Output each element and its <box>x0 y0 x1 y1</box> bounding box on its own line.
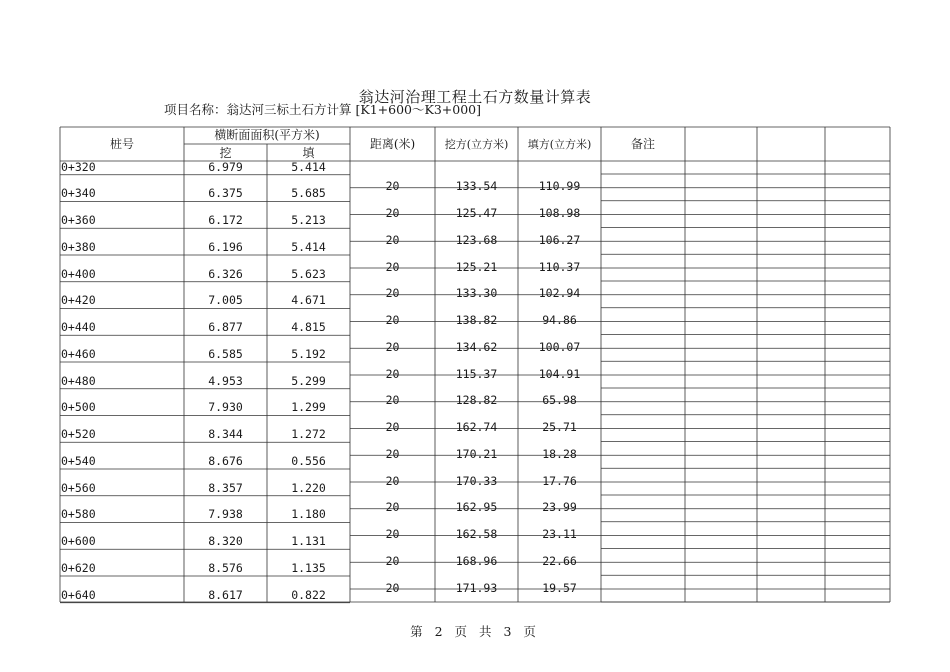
area-fill-value: 5.623 <box>291 266 326 281</box>
distance-value: 20 <box>385 179 400 194</box>
fill-volume-value: 23.99 <box>542 500 577 515</box>
distance-value: 20 <box>385 473 400 488</box>
area-fill-value: 5.213 <box>291 213 326 227</box>
fill-volume-value: 106.27 <box>538 232 581 247</box>
fill-volume-value: 17.76 <box>542 473 577 488</box>
area-cut-value: 6.196 <box>208 239 243 254</box>
area-cut-value: 4.953 <box>208 373 243 388</box>
distance-value: 20 <box>385 259 400 274</box>
fill-volume-value: 23.11 <box>542 527 577 542</box>
header-fill-volume: 填方(立方米) <box>527 138 592 151</box>
distance-value: 20 <box>385 366 400 381</box>
area-fill-value: 5.414 <box>291 239 326 254</box>
area-fill-value: 1.220 <box>291 480 326 495</box>
cut-volume-value: 123.68 <box>455 232 498 247</box>
station-value: 0+640 <box>61 587 96 602</box>
cut-volume-value: 162.95 <box>455 500 498 515</box>
station-value: 0+580 <box>61 507 96 522</box>
area-cut-value: 7.938 <box>208 507 243 522</box>
distance-value: 20 <box>385 232 400 247</box>
area-fill-value: 1.131 <box>291 534 326 548</box>
station-value: 0+500 <box>61 400 96 415</box>
area-cut-value: 6.979 <box>208 159 243 174</box>
area-fill-value: 0.822 <box>291 587 326 602</box>
area-cut-value: 8.320 <box>208 534 243 548</box>
cut-volume-value: 170.33 <box>455 473 498 488</box>
cut-volume-value: 162.58 <box>455 527 498 542</box>
fill-volume-value: 108.98 <box>538 206 581 221</box>
station-value: 0+400 <box>61 266 96 281</box>
cut-volume-value: 125.47 <box>455 206 498 221</box>
area-fill-value: 1.135 <box>291 560 326 575</box>
station-value: 0+380 <box>61 239 96 254</box>
station-value: 0+360 <box>61 213 96 227</box>
distance-value: 20 <box>385 446 400 461</box>
area-fill-value: 4.815 <box>291 320 326 334</box>
area-cut-value: 6.375 <box>208 186 243 201</box>
area-cut-value: 6.172 <box>208 213 243 227</box>
distance-value: 20 <box>385 500 400 515</box>
distance-value: 20 <box>385 313 400 328</box>
area-fill-value: 1.180 <box>291 507 326 522</box>
fill-volume-value: 22.66 <box>542 553 577 568</box>
area-fill-value: 0.556 <box>291 453 326 468</box>
area-cut-value: 7.930 <box>208 400 243 415</box>
station-value: 0+440 <box>61 320 96 334</box>
distance-value: 20 <box>385 206 400 221</box>
cut-volume-value: 170.21 <box>455 446 498 461</box>
station-value: 0+620 <box>61 560 96 575</box>
cut-volume-value: 128.82 <box>455 393 498 408</box>
station-value: 0+460 <box>61 346 96 361</box>
station-value: 0+560 <box>61 480 96 495</box>
header-distance: 距离(米) <box>369 137 416 151</box>
area-fill-value: 4.671 <box>291 293 326 308</box>
cut-volume-value: 133.54 <box>455 179 498 194</box>
fill-volume-value: 104.91 <box>538 366 581 381</box>
station-value: 0+600 <box>61 534 96 548</box>
fill-volume-value: 18.28 <box>542 446 577 461</box>
fill-volume-value: 110.37 <box>538 259 581 274</box>
distance-value: 20 <box>385 553 400 568</box>
fill-volume-value: 102.94 <box>538 286 581 301</box>
station-value: 0+520 <box>61 427 96 441</box>
area-cut-value: 7.005 <box>208 293 243 308</box>
project-name: 项目名称：翁达河三标土石方计算 [K1+600～K3+000] <box>164 102 481 117</box>
fill-volume-value: 110.99 <box>538 179 581 194</box>
cut-volume-value: 134.62 <box>455 339 498 354</box>
area-cut-value: 8.576 <box>208 560 243 575</box>
area-fill-value: 1.272 <box>291 427 326 441</box>
area-cut-value: 8.344 <box>208 427 243 441</box>
cut-volume-value: 133.30 <box>455 286 498 301</box>
area-cut-value: 6.326 <box>208 266 243 281</box>
area-fill-value: 5.192 <box>291 346 326 361</box>
cut-volume-value: 138.82 <box>455 313 498 328</box>
area-cut-value: 6.877 <box>208 320 243 334</box>
area-fill-value: 5.685 <box>291 186 326 201</box>
fill-volume-value: 25.71 <box>542 420 577 435</box>
area-cut-value: 8.357 <box>208 480 243 495</box>
fill-volume-value: 100.07 <box>538 339 581 354</box>
distance-value: 20 <box>385 339 400 354</box>
area-fill-value: 1.299 <box>291 400 326 415</box>
area-cut-value: 8.617 <box>208 587 243 602</box>
area-fill-value: 5.414 <box>291 159 326 174</box>
header-cut-volume: 挖方(立方米) <box>444 138 509 151</box>
cut-volume-value: 162.74 <box>455 420 498 435</box>
header-station: 桩号 <box>109 137 134 151</box>
header-remarks: 备注 <box>630 137 655 151</box>
distance-value: 20 <box>385 393 400 408</box>
distance-value: 20 <box>385 420 400 435</box>
station-value: 0+340 <box>61 186 96 201</box>
cut-volume-value: 125.21 <box>455 259 498 274</box>
distance-value: 20 <box>385 286 400 301</box>
cut-volume-value: 171.93 <box>455 580 498 595</box>
cut-volume-value: 115.37 <box>455 366 498 381</box>
header-area-cut: 挖 <box>219 146 232 160</box>
page-number: 第 2 页 共 3 页 <box>410 624 540 639</box>
distance-value: 20 <box>385 580 400 595</box>
station-value: 0+320 <box>61 159 96 174</box>
station-value: 0+420 <box>61 293 96 308</box>
fill-volume-value: 19.57 <box>542 580 577 595</box>
distance-value: 20 <box>385 527 400 542</box>
area-fill-value: 5.299 <box>291 373 326 388</box>
sheet-title: 翁达河治理工程土石方数量计算表 <box>358 88 592 106</box>
fill-volume-value: 65.98 <box>542 393 577 408</box>
station-value: 0+480 <box>61 373 96 388</box>
area-cut-value: 6.585 <box>208 346 243 361</box>
cut-volume-value: 168.96 <box>455 553 498 568</box>
station-value: 0+540 <box>61 453 96 468</box>
header-area-fill: 填 <box>302 146 315 160</box>
header-area-group: 横断面面积(平方米) <box>214 128 320 142</box>
area-cut-value: 8.676 <box>208 453 243 468</box>
fill-volume-value: 94.86 <box>542 313 577 328</box>
